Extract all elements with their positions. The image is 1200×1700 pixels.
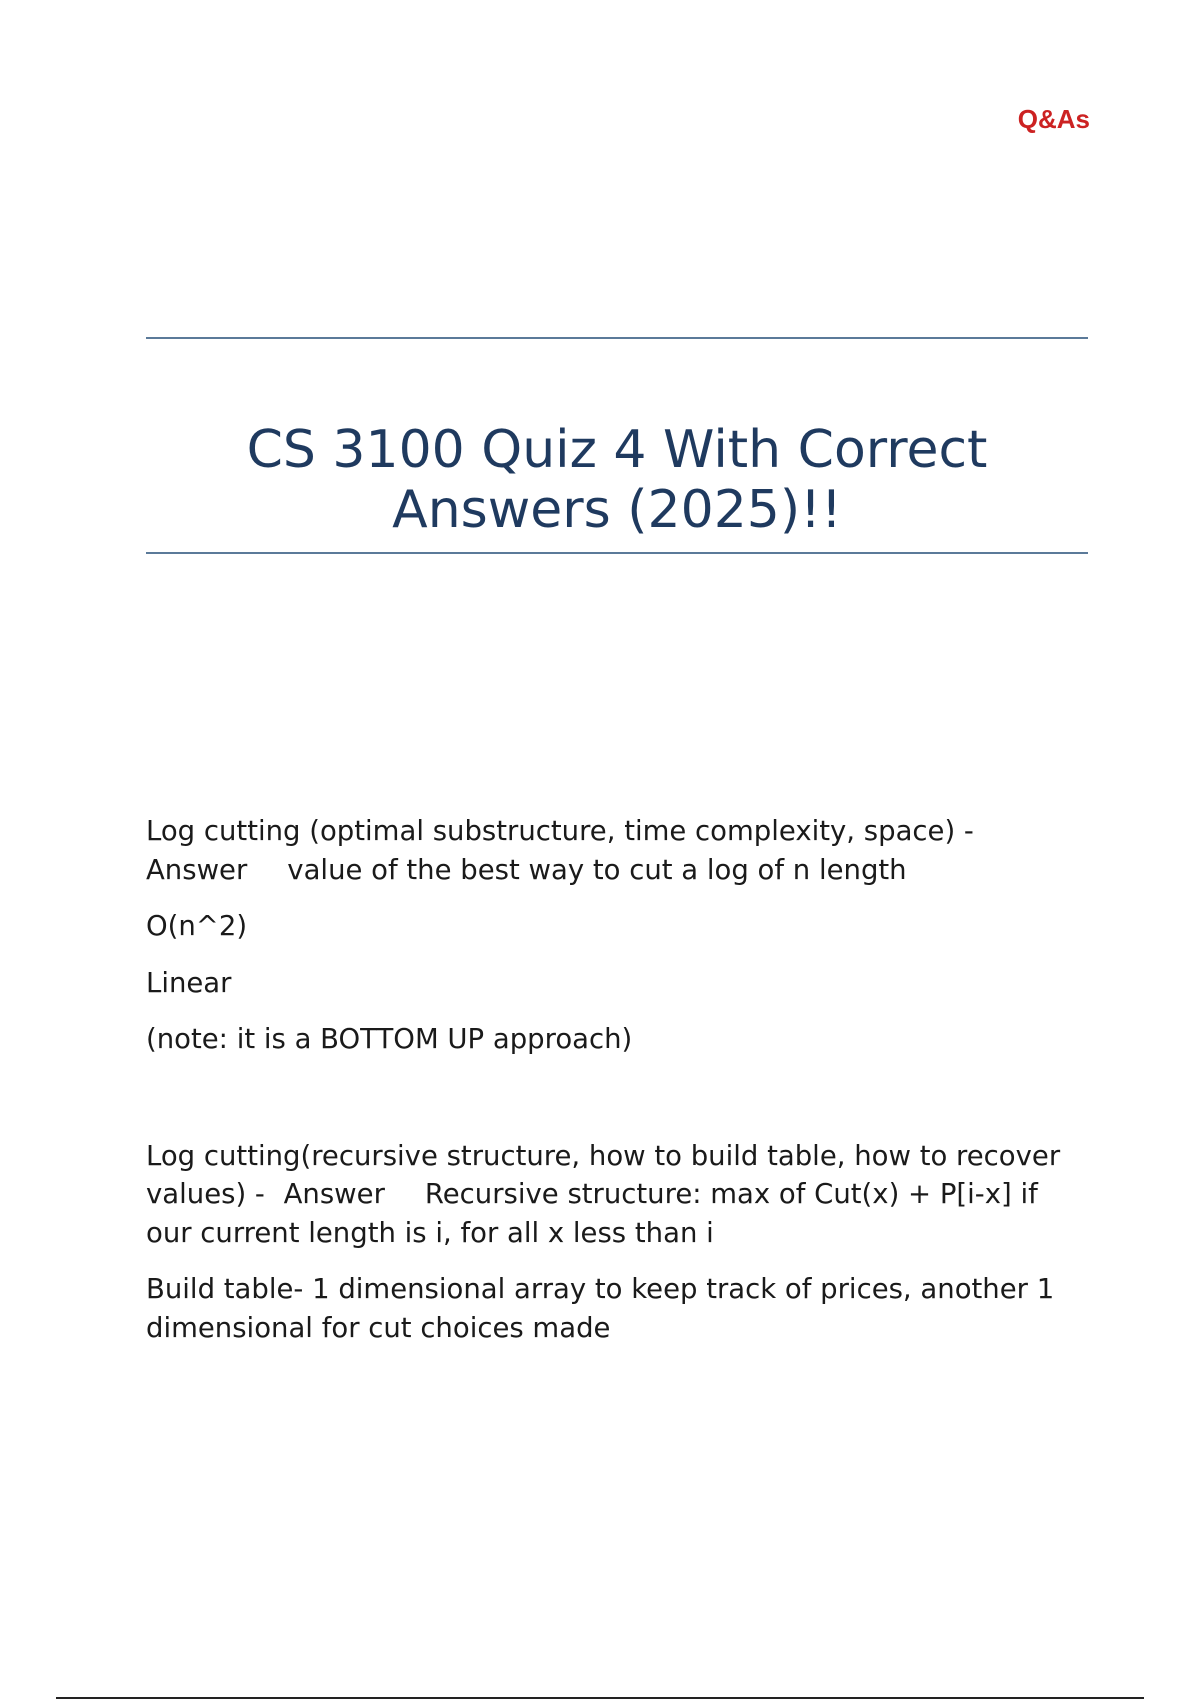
qa-tag: Q&As xyxy=(1017,104,1090,134)
qa-item-2-question: Log cutting(recursive structure, how to build table, how to recover values) - xyxy=(146,1139,1061,1210)
qa-item-1-answer-line: (note: it is a BOTTOM UP approach) xyxy=(146,1023,633,1055)
qa-item-2 xyxy=(146,1137,1090,1348)
qa-item-1 xyxy=(146,812,1090,1059)
qa-item-2-answer-first: Recursive structure: max of Cut(x) + P[i-x] if our current length is i, for all x less than i xyxy=(146,1178,1038,1249)
title-bottom-rule xyxy=(146,552,1088,554)
title-line-1: CS 3100 Quiz 4 With Correct xyxy=(246,420,988,480)
qa-item-2-answer-label: Answer xyxy=(283,1178,385,1210)
qa-item-2-first-paragraph xyxy=(146,1137,1090,1253)
qa-item-1-question: Log cutting (optimal substructure, time complexity, space) - xyxy=(146,815,974,847)
qa-item-1-answer-first: value of the best way to cut a log of n length xyxy=(287,853,907,886)
qa-item-1-answer-label: Answer xyxy=(146,853,248,886)
page-bottom-rule xyxy=(56,1697,1144,1699)
qa-item-2-answer-line: Build table- 1 dimensional array to keep track of prices, another 1 dimensional for cut choices made xyxy=(146,1273,1055,1344)
qa-item-1-answer-line: Linear xyxy=(146,966,232,999)
title-top-rule xyxy=(146,337,1088,339)
document-title xyxy=(146,420,1088,540)
title-line-2: Answers (2025)!! xyxy=(392,480,842,540)
qa-content xyxy=(146,812,1090,1425)
qa-item-1-first-paragraph xyxy=(146,812,1090,889)
qa-item-1-answer-line: O(n^2) xyxy=(146,910,248,942)
